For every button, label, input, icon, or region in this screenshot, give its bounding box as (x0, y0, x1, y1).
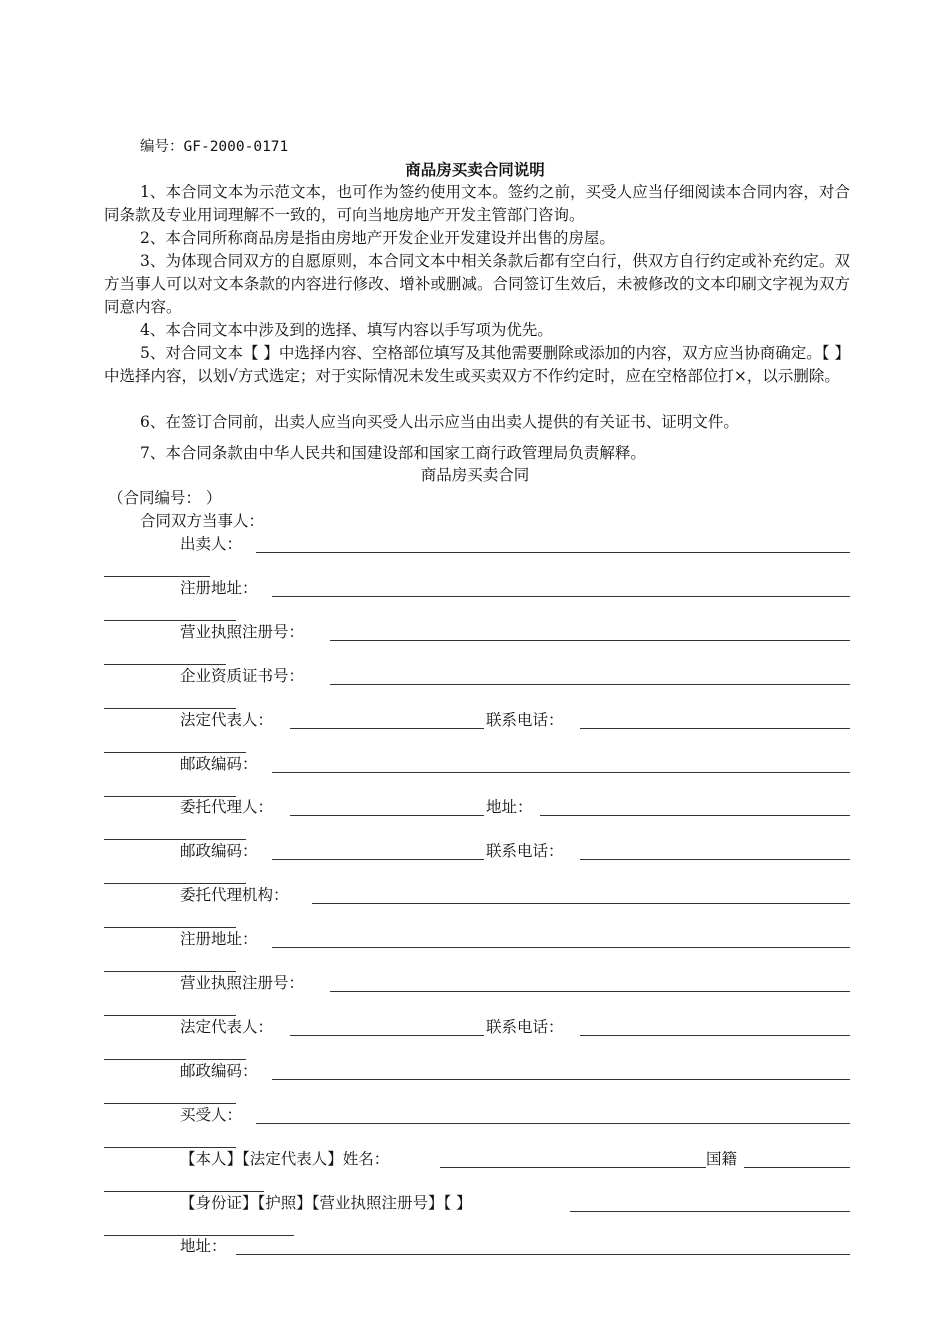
contract-title: 商品房买卖合同 (420, 466, 530, 484)
form-row (0, 1105, 950, 1149)
field-continuation-line[interactable] (104, 1147, 236, 1148)
field-label: 买受人： (180, 1105, 243, 1124)
field-continuation-line[interactable] (104, 664, 226, 665)
field-label: 法定代表人： (180, 710, 274, 729)
form-row (0, 885, 950, 929)
form-row (0, 534, 950, 578)
field-continuation-line[interactable] (104, 1191, 264, 1192)
field-continuation-line[interactable] (104, 708, 236, 709)
explanation-item-6: 6、在签订合同前，出卖人应当向买受人出示应当由出卖人提供的有关证书、证明文件。 (140, 413, 739, 431)
field-blank-line[interactable] (256, 1123, 850, 1124)
field-label: 注册地址： (180, 578, 258, 597)
form-row (0, 666, 950, 710)
field-blank-line[interactable] (330, 991, 850, 992)
field-label: 【身份证】【护照】【营业执照注册号】【 】 (180, 1193, 472, 1212)
field-label-secondary: 联系电话： (486, 1017, 564, 1036)
field-label: 注册地址： (180, 930, 258, 949)
field-label: 邮政编码： (180, 1061, 258, 1080)
field-label: 【本人】【法定代表人】姓名： (180, 1149, 390, 1168)
explanation-item-7: 7、本合同条款由中华人民共和国建设部和国家工商行政管理局负责解释。 (140, 444, 646, 462)
field-continuation-line[interactable] (104, 796, 236, 797)
serial-number: 编号：GF-2000-0171 (140, 139, 289, 155)
field-label-secondary: 联系电话： (486, 842, 564, 861)
field-continuation-line[interactable] (104, 839, 246, 840)
explanation-title: 商品房买卖合同说明 (405, 160, 545, 179)
explanation-item-4: 4、本合同文本中涉及到的选择、填写内容以手写项为优先。 (140, 321, 553, 339)
field-continuation-line[interactable] (104, 971, 236, 972)
field-blank-line[interactable] (312, 903, 850, 904)
form-row (0, 578, 950, 622)
field-continuation-line[interactable] (104, 1059, 246, 1060)
field-label: 出卖人： (180, 535, 243, 553)
explanation-item-1: 1、本合同文本为示范文本，也可作为签约使用文本。签约之前，买受人应当仔细阅读本合同内容，对合同条款及专业用词理解不一致的，可向当地房地产开发主管部门咨询。 (104, 183, 850, 224)
field-blank-line[interactable] (272, 1079, 850, 1080)
field-blank-line[interactable] (570, 1211, 850, 1212)
field-blank-line[interactable] (272, 947, 850, 948)
form-row (0, 841, 950, 885)
field-blank-line[interactable] (290, 728, 484, 729)
form-row (0, 622, 950, 666)
field-label-secondary: 联系电话： (486, 710, 564, 729)
field-label: 营业执照注册号： (180, 622, 305, 641)
form-row (0, 1149, 950, 1193)
field-blank-line[interactable] (272, 772, 850, 773)
field-blank-line[interactable] (290, 1035, 484, 1036)
form-row (0, 1193, 950, 1237)
field-label: 委托代理人： (180, 798, 274, 817)
field-blank-line-secondary[interactable] (744, 1167, 850, 1168)
field-continuation-line[interactable] (104, 927, 236, 928)
field-label-secondary: 地址： (486, 798, 533, 817)
field-blank-line[interactable] (272, 859, 484, 860)
field-blank-line[interactable] (440, 1167, 706, 1168)
form-row (0, 754, 950, 798)
field-continuation-line[interactable] (104, 620, 236, 621)
field-continuation-line[interactable] (104, 1235, 294, 1236)
field-continuation-line[interactable] (104, 883, 246, 884)
field-label: 邮政编码： (180, 842, 258, 861)
field-continuation-line[interactable] (104, 752, 246, 753)
field-blank-line[interactable] (256, 552, 850, 553)
contract-number-label: （合同编号： ） (108, 489, 222, 507)
field-blank-line-secondary[interactable] (580, 728, 850, 729)
field-label: 法定代表人： (180, 1017, 274, 1036)
field-blank-line[interactable] (290, 815, 484, 816)
form-row (0, 1236, 950, 1280)
field-continuation-line[interactable] (104, 1103, 236, 1104)
explanation-item-5: 5、对合同文本【 】中选择内容、空格部位填写及其他需要删除或添加的内容，双方应当协商确定。【 】中选择内容，以划√方式选定；对于实际情况未发生或买卖双方不作约定时，应在空格部位打×，以示删除。 (104, 344, 850, 385)
explanation-item-3: 3、为体现合同双方的自愿原则，本合同文本中相关条款后都有空白行，供双方自行约定或补充约定。双方当事人可以对文本条款的内容进行修改、增补或删减。合同签订生效后，未被修改的文本印刷文字视为双方同意内容。 (104, 252, 850, 316)
field-label: 委托代理机构： (180, 886, 289, 905)
field-label: 营业执照注册号： (180, 974, 305, 992)
field-blank-line-secondary[interactable] (580, 859, 850, 860)
field-blank-line[interactable] (330, 684, 850, 685)
field-blank-line[interactable] (236, 1254, 850, 1255)
field-blank-line[interactable] (272, 596, 850, 597)
parties-label: 合同双方当事人： (140, 512, 265, 530)
form-row (0, 1017, 950, 1061)
form-row (0, 797, 950, 841)
explanation-item-2: 2、本合同所称商品房是指由房地产开发企业开发建设并出售的房屋。 (140, 229, 615, 247)
form-row (0, 710, 950, 754)
field-blank-line[interactable] (330, 640, 850, 641)
form-row (0, 929, 950, 973)
field-blank-line-secondary[interactable] (580, 1035, 850, 1036)
field-label-secondary: 国籍 (706, 1149, 738, 1168)
form-row (0, 1061, 950, 1105)
field-label: 企业资质证书号： (180, 666, 305, 685)
field-label: 邮政编码： (180, 754, 258, 773)
field-continuation-line[interactable] (104, 1015, 236, 1016)
form-row (0, 973, 950, 1017)
field-blank-line-secondary[interactable] (540, 815, 850, 816)
field-continuation-line[interactable] (104, 576, 210, 577)
field-label: 地址： (180, 1237, 227, 1256)
